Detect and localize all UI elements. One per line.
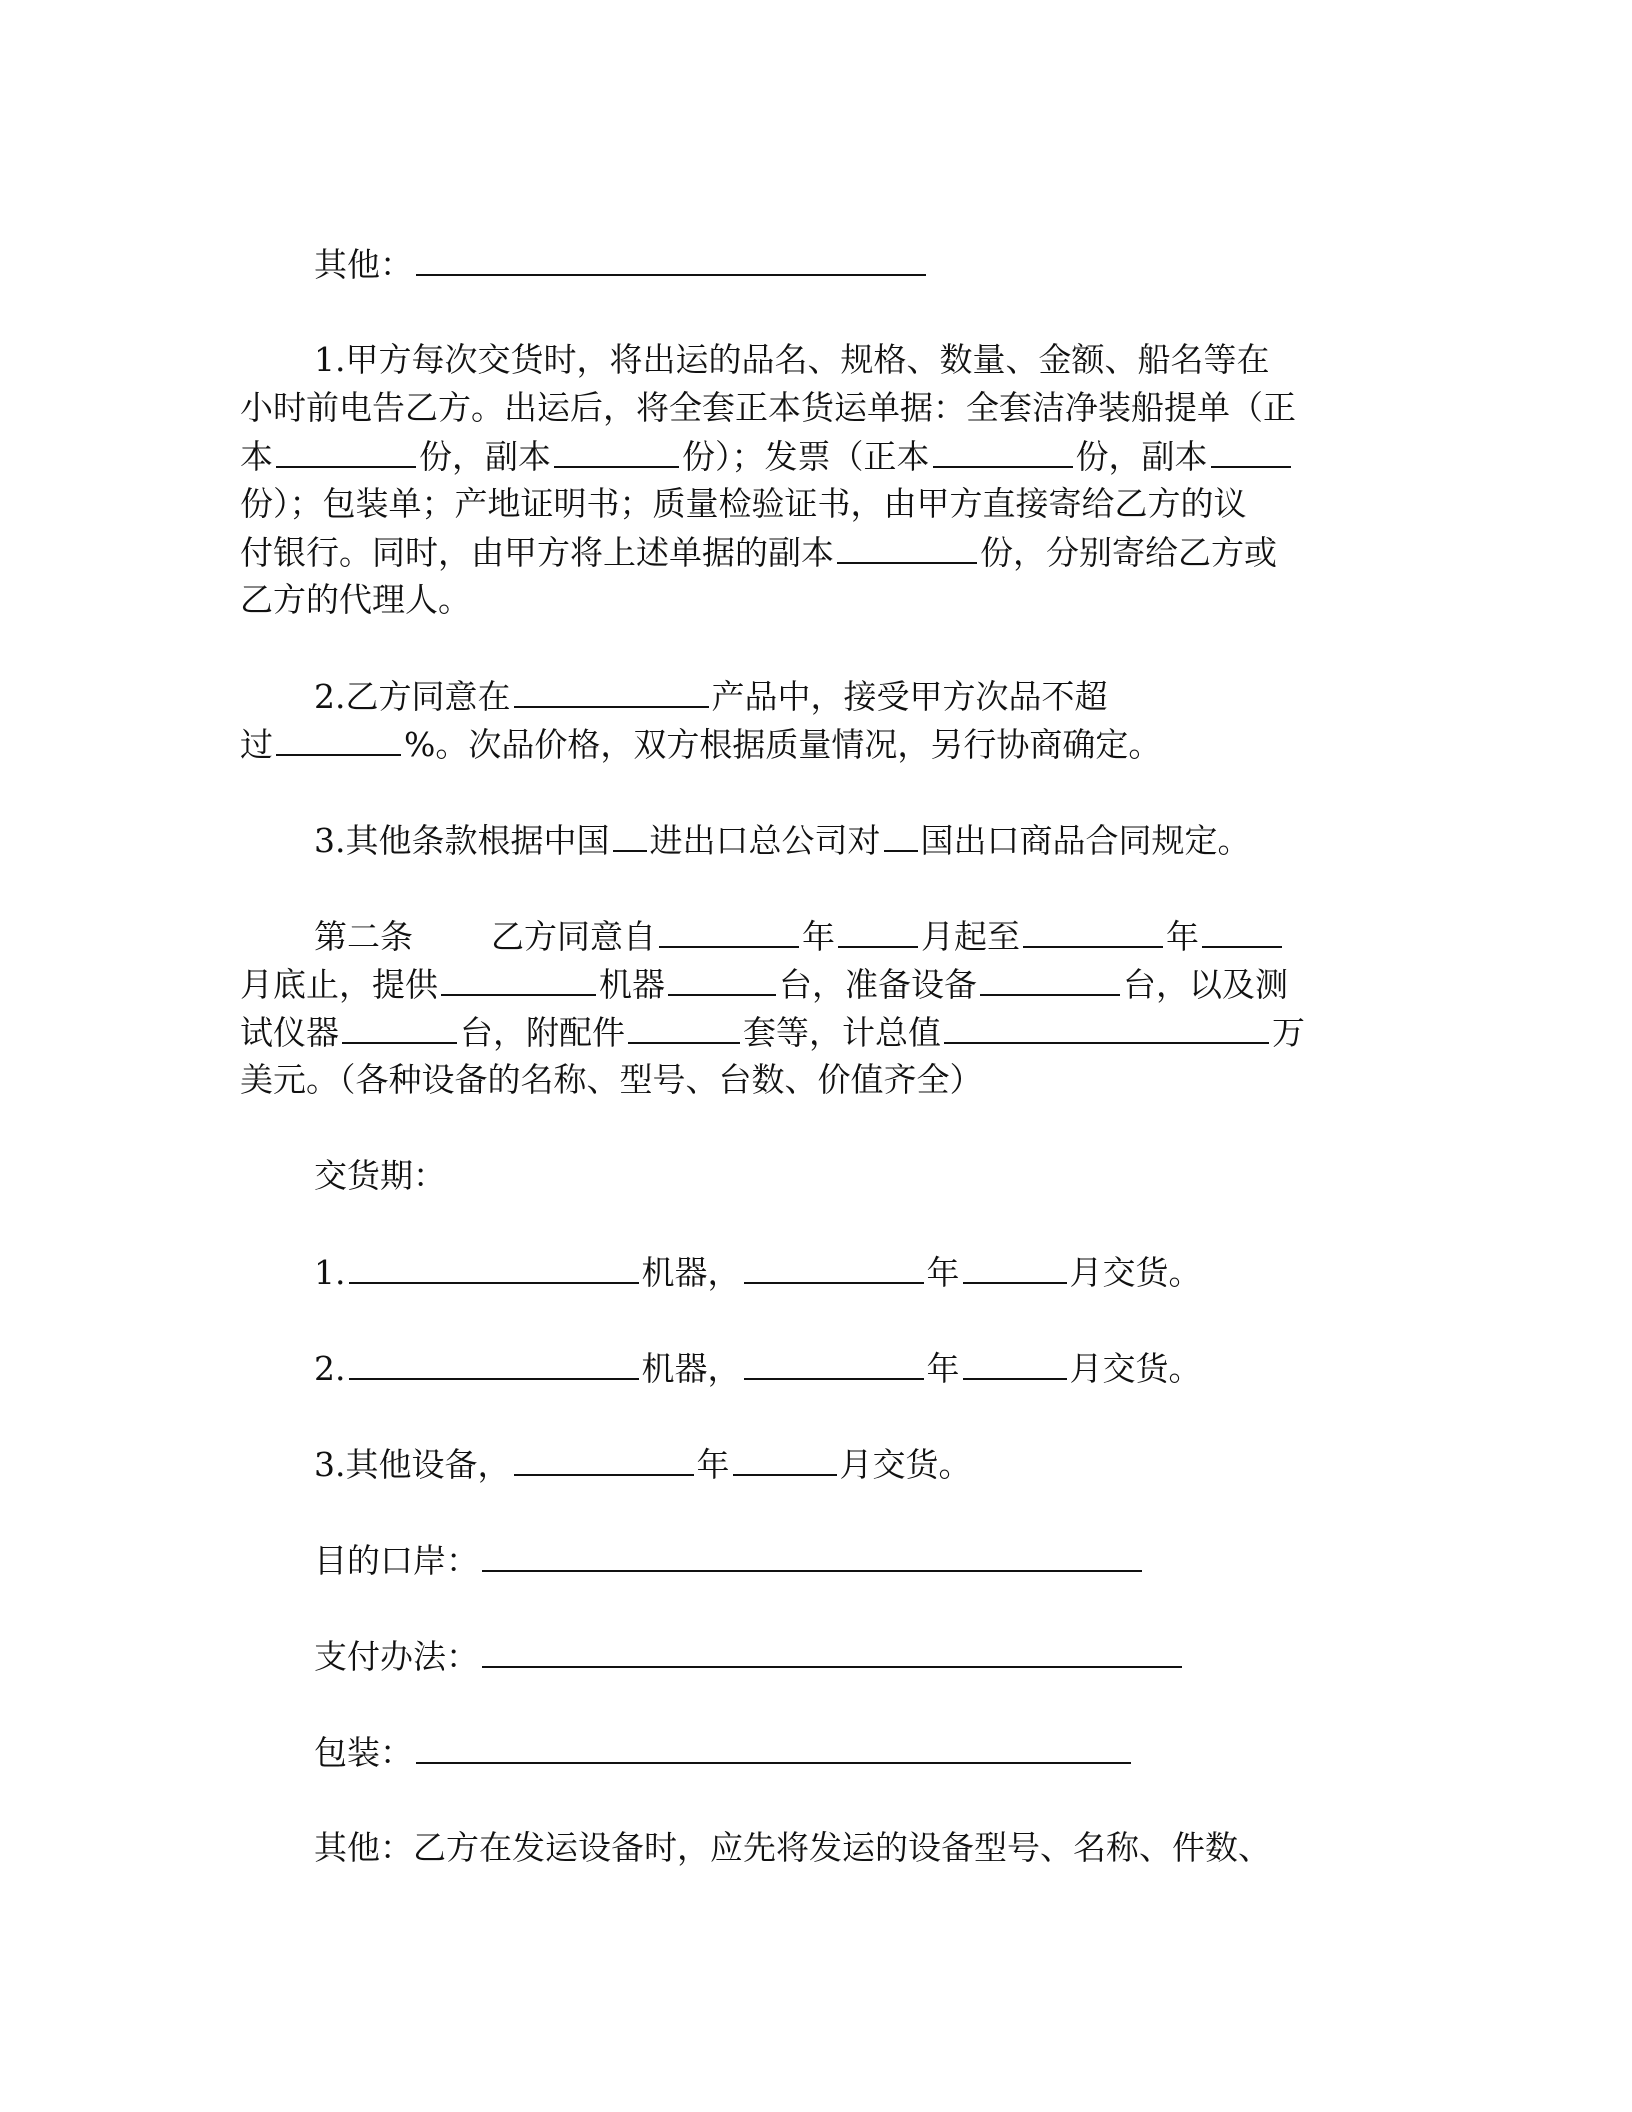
delivery-item-3: [314, 1440, 1380, 1488]
original-count-blank: [276, 432, 416, 468]
article2-l3-text-b: 台，附配件: [460, 1013, 625, 1052]
delivery-2-year-blank: [744, 1344, 924, 1380]
item2-line2: [240, 720, 1380, 768]
country-blank: [884, 816, 918, 852]
item3-line: [314, 816, 1380, 864]
item2-line1: [314, 672, 1380, 720]
item2-l2-text-a: 过: [240, 725, 273, 764]
port-label: 目的口岸：: [314, 1541, 479, 1580]
article2-text-b: 乙方同意自: [491, 917, 656, 956]
delivery-2-num: 2.: [314, 1349, 346, 1388]
total-value-blank: [944, 1008, 1269, 1044]
article2-l3-text-c: 套等，计总值: [743, 1013, 941, 1052]
delivery-item-2: [314, 1344, 1380, 1392]
article2-line2: [240, 960, 1380, 1008]
delivery-1-month: 月交货。: [1069, 1253, 1202, 1292]
invoice-original-blank: [933, 432, 1073, 468]
end-month-blank: [1202, 912, 1282, 948]
copies-blank: [837, 528, 977, 564]
port-blank: [482, 1536, 1142, 1572]
product-blank: [514, 672, 709, 708]
delivery-1-num: 1.: [314, 1253, 346, 1292]
payment-label: 支付办法：: [314, 1637, 479, 1676]
other-label: 其他：: [314, 245, 413, 284]
item1-l3-text-d: 份，副本: [1075, 437, 1208, 476]
delivery-2-machine-blank: [349, 1344, 639, 1380]
port-line: [314, 1536, 1380, 1584]
other-blank: [416, 240, 926, 276]
item1-line3: [240, 432, 1380, 480]
china-corp-blank: [613, 816, 647, 852]
item1-l5-text-a: 付银行。同时，由甲方将上述单据的副本: [240, 533, 834, 572]
item1-line6: 乙方的代理人。: [240, 580, 471, 619]
item1-l3-text-c: 份）；发票（正本: [682, 437, 930, 476]
article2-l2-text-b: 机器: [599, 965, 665, 1004]
invoice-copy-blank: [1211, 432, 1291, 468]
start-month-blank: [838, 912, 918, 948]
item1-l5-text-b: 份，分别寄给乙方或: [980, 533, 1277, 572]
delivery-1-machine: 机器，: [641, 1253, 741, 1292]
machine-count-blank: [668, 960, 776, 996]
article2-l2-text-a: 月底止，提供: [240, 965, 438, 1004]
delivery-1-year-blank: [744, 1248, 924, 1284]
instrument-count-blank: [342, 1008, 457, 1044]
item3-text-c: 国出口商品合同规定。: [920, 821, 1251, 860]
start-year-blank: [659, 912, 799, 948]
item2-l1-text-a: 2.乙方同意在: [314, 677, 511, 716]
delivery-3-text-a: 3.其他设备，: [314, 1445, 511, 1484]
equipment-count-blank: [980, 960, 1120, 996]
machine-type-blank: [441, 960, 596, 996]
payment-blank: [482, 1632, 1182, 1668]
delivery-3-year-blank: [514, 1440, 694, 1476]
delivery-2-month: 月交货。: [1069, 1349, 1202, 1388]
delivery-label: 交货期：: [314, 1156, 446, 1195]
delivery-1-machine-blank: [349, 1248, 639, 1284]
delivery-3-year: 年: [696, 1445, 730, 1484]
article2-text-d: 月起至: [921, 917, 1020, 956]
packing-label: 包装：: [314, 1733, 413, 1772]
article2-l3-text-d: 万: [1272, 1013, 1305, 1052]
article2-l2-text-d: 台，以及测: [1123, 965, 1288, 1004]
packing-blank: [416, 1728, 1131, 1764]
delivery-2-machine: 机器，: [641, 1349, 741, 1388]
article2-text-c: 年: [802, 917, 835, 956]
delivery-item-1: [314, 1248, 1380, 1296]
item1-l3-text-b: 份，副本: [419, 437, 551, 476]
item1-line4: 份）；包装单；产地证明书；质量检验证书，由甲方直接寄给乙方的议: [240, 484, 1247, 523]
delivery-2-year: 年: [926, 1349, 960, 1388]
article2-line3: [240, 1008, 1380, 1056]
article2-line1: [314, 912, 1380, 960]
item2-l2-text-b: %。次品价格，双方根据质量情况，另行协商确定。: [404, 725, 1162, 764]
end-year-blank: [1023, 912, 1163, 948]
delivery-1-year: 年: [926, 1253, 960, 1292]
accessory-count-blank: [628, 1008, 740, 1044]
article2-l3-text-a: 试仪器: [240, 1013, 339, 1052]
delivery-2-month-blank: [963, 1344, 1067, 1380]
article2-heading: 第二条: [314, 917, 413, 956]
delivery-1-month-blank: [963, 1248, 1067, 1284]
item1-line2: 小时前电告乙方。出运后，将全套正本货运单据：全套洁净装船提单（正: [240, 388, 1296, 427]
item3-text-b: 进出口总公司对: [649, 821, 881, 860]
delivery-3-month-blank: [733, 1440, 837, 1476]
article2-line4: 美元。（各种设备的名称、型号、台数、价值齐全）: [240, 1060, 983, 1099]
item1-line5: [240, 528, 1380, 576]
item3-text-a: 3.其他条款根据中国: [314, 821, 610, 860]
packing-line: [314, 1728, 1380, 1776]
copy-count-blank: [554, 432, 679, 468]
item1-l3-text-a: 本: [240, 437, 273, 476]
payment-line: [314, 1632, 1380, 1680]
item1-line1: 1.甲方每次交货时，将出运的品名、规格、数量、金额、船名等在: [314, 340, 1270, 379]
article2-text-e: 年: [1166, 917, 1199, 956]
item2-l1-text-b: 产品中，接受甲方次品不超: [711, 677, 1108, 716]
other-line: [314, 240, 1380, 288]
article2-l2-text-c: 台，准备设备: [779, 965, 977, 1004]
percent-blank: [276, 720, 401, 756]
delivery-3-month: 月交货。: [839, 1445, 972, 1484]
other2-line: 其他：乙方在发运设备时，应先将发运的设备型号、名称、件数、: [314, 1828, 1271, 1867]
